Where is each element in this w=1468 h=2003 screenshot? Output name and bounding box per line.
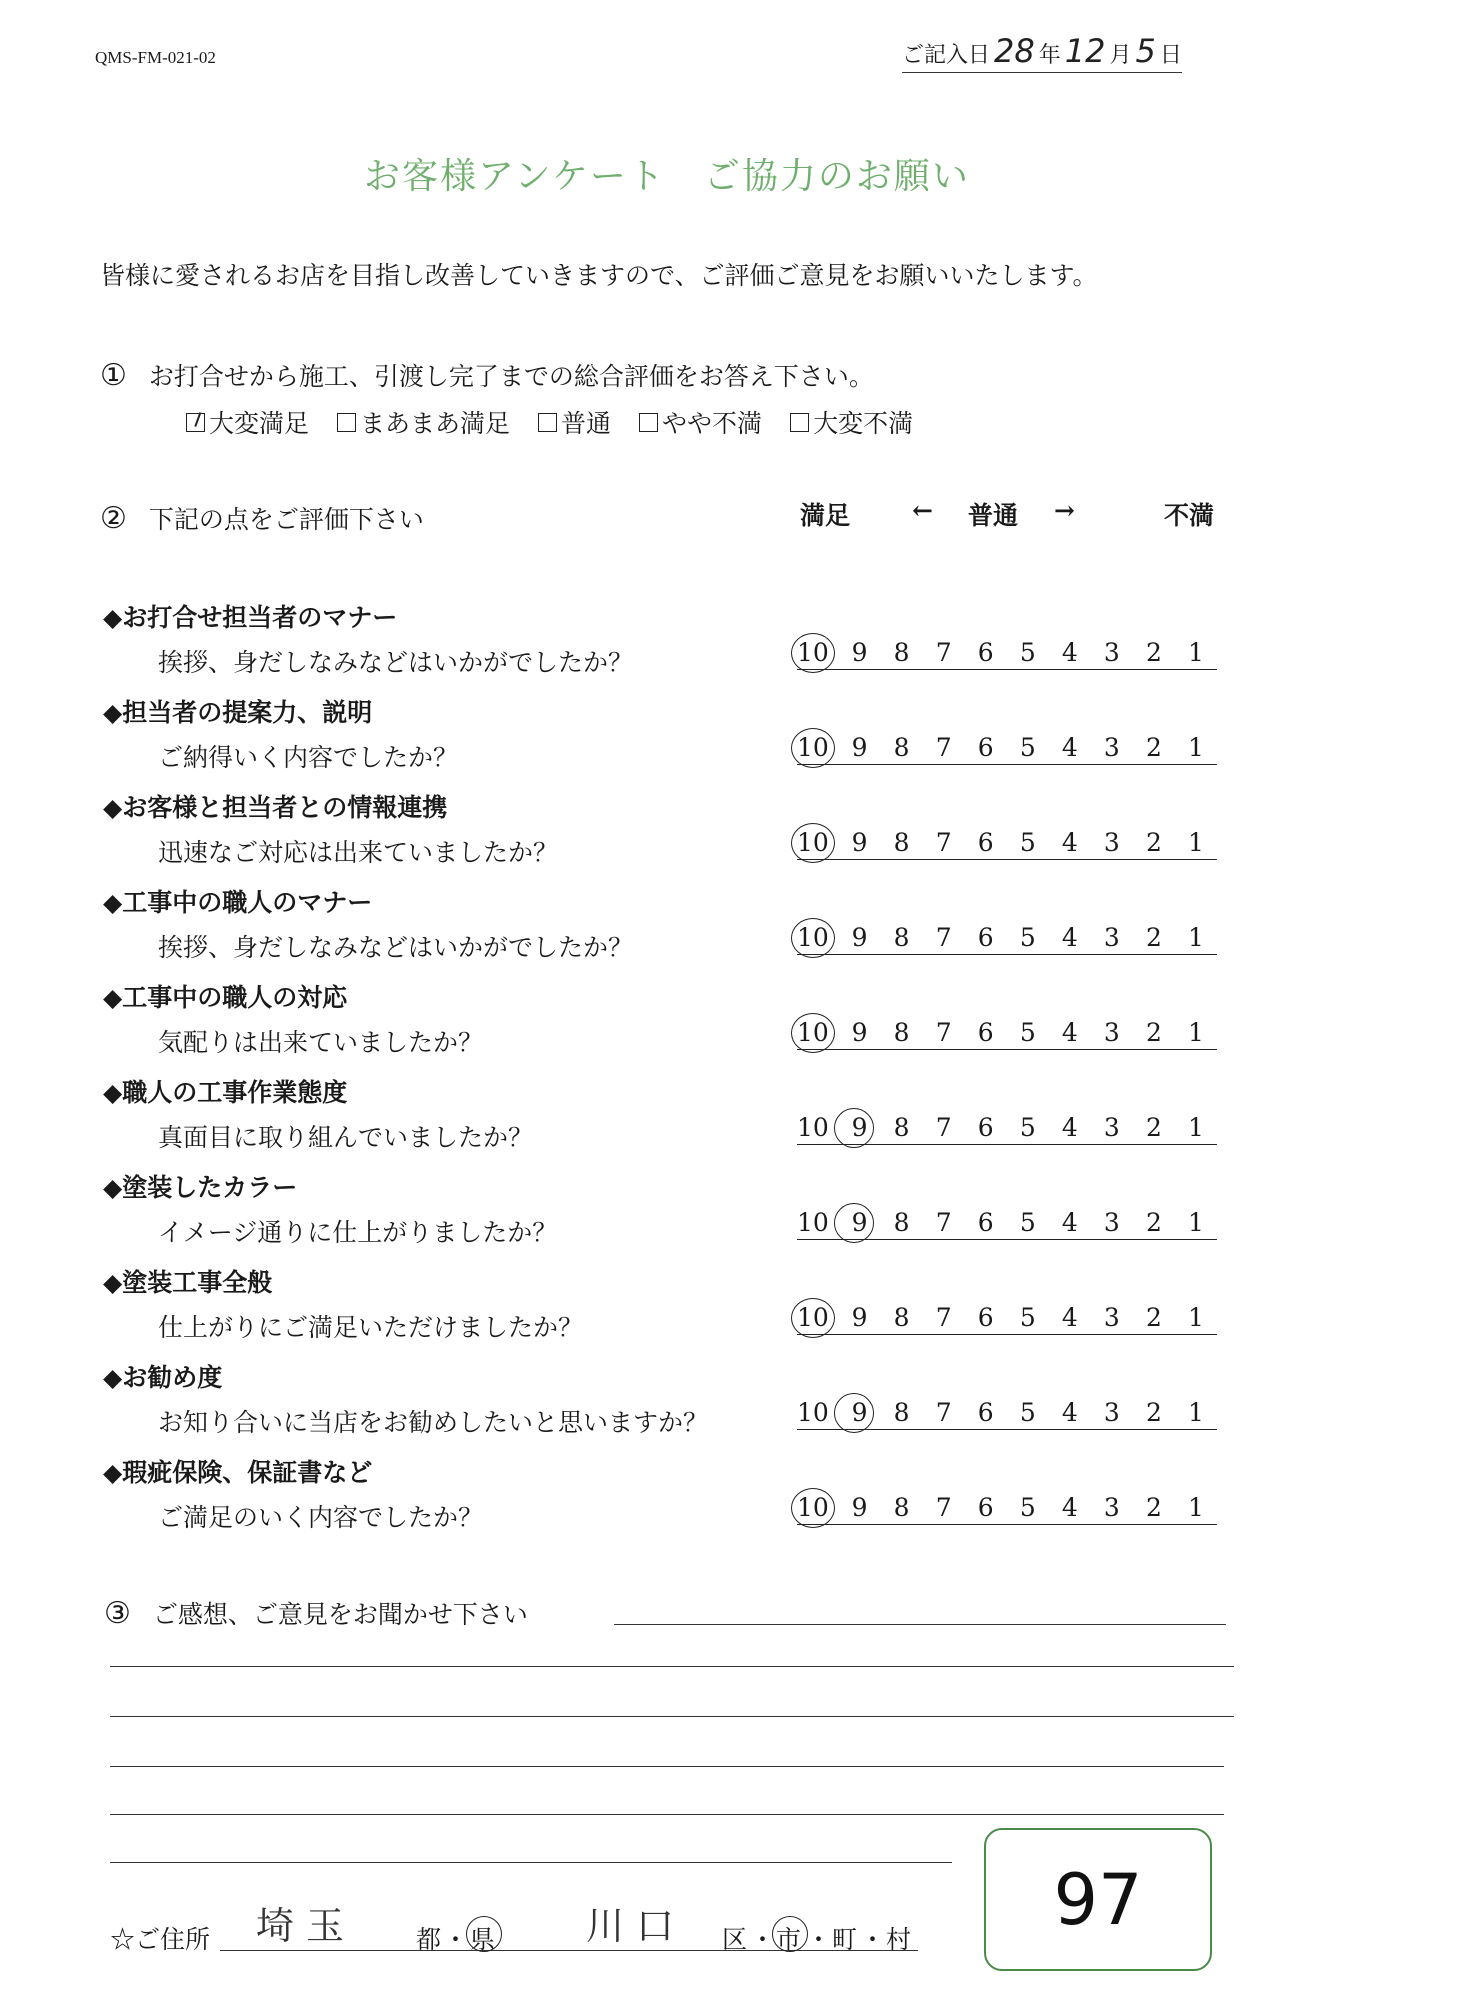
rating-option-7[interactable]: 7 [935,923,952,952]
checkbox[interactable] [337,413,356,432]
item-question: ご納得いく内容でしたか？ [158,743,459,772]
comment-line[interactable] [614,1624,1226,1625]
scale-header-arrow-right: → [1054,496,1075,525]
rating-option-8[interactable]: 8 [893,733,910,762]
rating-option-8[interactable]: 8 [893,1493,910,1522]
question-1 [100,357,874,393]
question-3 [104,1595,528,1631]
question-2-text: 下記の点をご評価下さい [148,505,424,534]
rating-scale [797,828,1217,860]
rating-option-3[interactable]: 3 [1103,1398,1120,1427]
item-question: 仕上がりにご満足いただけましたか？ [158,1313,584,1342]
rating-option-5[interactable]: 5 [1019,1208,1036,1237]
rating-option-4[interactable]: 4 [1061,1303,1078,1332]
rating-option-1[interactable]: 1 [1188,1398,1204,1427]
rating-option-7[interactable]: 7 [935,1018,952,1047]
rating-option-8[interactable]: 8 [893,1113,910,1142]
option-label: 大変不満 [813,409,914,438]
rating-option-6[interactable]: 6 [977,923,994,952]
rating-option-9[interactable]: 9 [851,733,868,762]
pref-unit-sep: ・ [443,1925,469,1954]
option-somewhat-dissatisfied[interactable] [639,404,762,440]
option-very-dissatisfied[interactable] [790,404,913,440]
rating-scale [797,1493,1217,1525]
rating-option-6[interactable]: 6 [977,733,994,762]
rating-option-9[interactable]: 9 [839,1113,881,1142]
rating-option-3[interactable]: 3 [1103,828,1120,857]
rating-option-9[interactable]: 9 [851,1018,868,1047]
rating-option-7[interactable]: 7 [935,1398,952,1427]
rating-option-10[interactable]: 10 [797,923,839,952]
address-city: 川口 [586,1904,687,1948]
rating-option-6[interactable]: 6 [977,1303,994,1332]
rating-option-6[interactable]: 6 [977,828,994,857]
date-month-unit: 月 [1109,43,1132,68]
rating-option-1[interactable]: 1 [1188,733,1204,762]
rating-option-10[interactable]: 10 [797,638,839,667]
rating-option-10[interactable]: 10 [797,1398,829,1427]
date-year-unit: 年 [1038,43,1061,68]
question-3-text: ご感想、ご意見をお聞かせ下さい [152,1600,528,1629]
rating-option-2[interactable]: 2 [1145,1113,1162,1142]
item-question: イメージ通りに仕上がりましたか？ [158,1218,558,1247]
rating-option-10[interactable]: 10 [797,1493,839,1522]
rating-option-3[interactable]: 3 [1103,1493,1120,1522]
rating-option-5[interactable]: 5 [1019,1398,1036,1427]
rating-option-4[interactable]: 4 [1061,828,1078,857]
comment-line[interactable] [110,1666,1234,1667]
checkbox[interactable] [639,413,658,432]
city-unit-sep: ・ [806,1925,832,1954]
question-1-options [186,404,913,440]
question-2 [100,500,424,536]
date-label: ご記入日 [902,43,991,68]
rating-option-4[interactable]: 4 [1061,923,1078,952]
rating-option-2[interactable]: 2 [1145,828,1162,857]
city-unit-shi: 市 [776,1925,802,1954]
item-heading: ◆瑕疵保険、保証書など [103,1458,373,1487]
rating-option-3[interactable]: 3 [1103,638,1120,667]
rating-option-10[interactable]: 10 [797,828,839,857]
fill-date [902,32,1182,73]
rating-option-10[interactable]: 10 [797,1303,839,1332]
rating-scale [797,733,1217,765]
rating-option-1[interactable]: 1 [1188,828,1204,857]
rating-option-7[interactable]: 7 [935,1208,952,1237]
item-heading: ◆工事中の職人の対応 [103,983,348,1012]
rating-scale [797,1303,1217,1335]
rating-option-3[interactable]: 3 [1103,1018,1120,1047]
item-heading: ◆工事中の職人のマナー [103,888,373,917]
rating-option-6[interactable]: 6 [977,638,994,667]
rating-option-8[interactable]: 8 [893,1018,910,1047]
scale-header-satisfied: 満足 [800,501,851,530]
rating-option-5[interactable]: 5 [1019,1018,1036,1047]
rating-option-4[interactable]: 4 [1061,1018,1078,1047]
rating-option-1[interactable]: 1 [1188,638,1204,667]
city-unit-ku: 区 [722,1925,748,1954]
comment-line[interactable] [110,1814,1224,1815]
comment-line[interactable] [110,1766,1224,1767]
rating-option-2[interactable]: 2 [1145,1208,1162,1237]
rating-option-7[interactable]: 7 [935,638,952,667]
rating-scale [797,1398,1217,1430]
option-somewhat-satisfied[interactable] [337,404,510,440]
rating-option-3[interactable]: 3 [1103,1113,1120,1142]
rating-option-9[interactable]: 9 [839,1398,881,1427]
option-label: やや不満 [662,409,763,438]
rating-option-10[interactable]: 10 [797,1018,839,1047]
address-prefecture: 埼玉 [256,1904,357,1948]
pref-unit-circle [466,1916,502,1952]
option-label: 普通 [561,409,612,438]
city-unit-sep: ・ [860,1925,886,1954]
rating-option-5[interactable]: 5 [1019,828,1036,857]
rating-option-1[interactable]: 1 [1188,1208,1204,1237]
rating-option-8[interactable]: 8 [893,638,910,667]
date-year: 28 [994,32,1035,70]
scale-header-neutral: 普通 [968,501,1019,530]
rating-option-6[interactable]: 6 [977,1113,994,1142]
rating-option-8[interactable]: 8 [893,1303,910,1332]
rating-option-5[interactable]: 5 [1019,1303,1036,1332]
item-heading: ◆塗装したカラー [103,1173,298,1202]
rating-option-8[interactable]: 8 [893,1398,910,1427]
checkbox[interactable] [538,413,557,432]
checkbox[interactable] [790,413,809,432]
option-label: まあまあ満足 [360,409,511,438]
rating-option-2[interactable]: 2 [1145,923,1162,952]
comment-line[interactable] [110,1716,1234,1717]
item-heading: ◆塗装工事全般 [103,1268,273,1297]
rating-option-4[interactable]: 4 [1061,1398,1078,1427]
address-label: ☆ご住所 [110,1925,211,1954]
rating-option-4[interactable]: 4 [1061,733,1078,762]
rating-option-7[interactable]: 7 [935,1113,952,1142]
rating-scale [797,923,1217,955]
rating-option-4[interactable]: 4 [1061,1208,1078,1237]
rating-option-2[interactable]: 2 [1145,1493,1162,1522]
rating-option-2[interactable]: 2 [1145,638,1162,667]
rating-option-3[interactable]: 3 [1103,1208,1120,1237]
rating-option-1[interactable]: 1 [1188,1303,1204,1332]
scale-header-dissatisfied: 不満 [1164,501,1215,530]
city-unit-machi: 町 [832,1925,858,1954]
question-2-number: ② [100,501,127,536]
item-question: 迅速なご対応は出来ていましたか？ [158,838,559,867]
rating-option-4[interactable]: 4 [1061,638,1078,667]
question-1-number: ① [100,358,127,393]
rating-option-2[interactable]: 2 [1145,733,1162,762]
rating-option-8[interactable]: 8 [893,828,910,857]
rating-scale [797,1208,1217,1240]
city-unit-mura: 村 [886,1925,912,1954]
rating-option-8[interactable]: 8 [893,1208,910,1237]
rating-option-3[interactable]: 3 [1103,1303,1120,1332]
item-question: 気配りは出来ていましたか？ [158,1028,484,1057]
item-question: 真面目に取り組んでいましたか？ [158,1123,534,1152]
date-day: 5 [1135,32,1156,70]
item-heading: ◆お勧め度 [103,1363,223,1392]
rating-scale [797,638,1217,670]
rating-option-1[interactable]: 1 [1188,1018,1204,1047]
rating-option-5[interactable]: 5 [1019,923,1036,952]
pref-unit-to: 都 [416,1925,442,1954]
item-heading: ◆お打合せ担当者のマナー [103,603,398,632]
rating-option-3[interactable]: 3 [1103,923,1120,952]
rating-option-4[interactable]: 4 [1061,1113,1078,1142]
rating-option-2[interactable]: 2 [1145,1303,1162,1332]
rating-option-6[interactable]: 6 [977,1018,994,1047]
scale-header-arrow-left: ← [912,496,933,525]
rating-option-8[interactable]: 8 [893,923,910,952]
rating-option-9[interactable]: 9 [851,828,868,857]
rating-option-6[interactable]: 6 [977,1398,994,1427]
item-question: 挨拶、身だしなみなどはいかがでしたか？ [158,933,634,962]
item-heading: ◆お客様と担当者との情報連携 [103,793,448,822]
item-question: 挨拶、身だしなみなどはいかがでしたか？ [158,648,634,677]
form-number: QMS-FM-021-02 [95,48,216,67]
pref-unit-ken: 県 [470,1925,496,1954]
rating-option-1[interactable]: 1 [1188,923,1204,952]
item-heading: ◆担当者の提案力、説明 [103,698,373,727]
page-title: お客様アンケート ご協力のお願い [364,156,970,197]
option-neutral[interactable] [538,404,611,440]
option-very-satisfied[interactable] [186,404,309,440]
intro-text: 皆様に愛されるお店を目指し改善していきますので、ご評価ご意見をお願いいたします。 [100,261,1098,290]
rating-option-6[interactable]: 6 [977,1493,994,1522]
question-3-number: ③ [104,1596,131,1631]
item-question: ご満足のいく内容でしたか？ [158,1503,484,1532]
question-1-text: お打合せから施工、引渡し完了までの総合評価をお答え下さい。 [148,362,874,391]
rating-option-7[interactable]: 7 [935,733,952,762]
rating-option-6[interactable]: 6 [977,1208,994,1237]
rating-option-4[interactable]: 4 [1061,1493,1078,1522]
rating-option-9[interactable]: 9 [851,1303,868,1332]
city-unit-circle [772,1916,808,1952]
rating-option-9[interactable]: 9 [851,923,868,952]
item-heading: ◆職人の工事作業態度 [103,1078,348,1107]
rating-option-1[interactable]: 1 [1188,1113,1204,1142]
rating-option-9[interactable]: 9 [851,638,868,667]
rating-option-5[interactable]: 5 [1019,1493,1036,1522]
date-month: 12 [1064,32,1106,70]
comment-line[interactable] [110,1862,952,1863]
rating-option-10[interactable]: 10 [797,1208,829,1237]
rating-option-5[interactable]: 5 [1019,733,1036,762]
rating-option-10[interactable]: 10 [797,1113,829,1142]
rating-option-10[interactable]: 10 [797,733,839,762]
rating-option-7[interactable]: 7 [935,1493,952,1522]
checkbox[interactable] [186,413,205,432]
rating-option-5[interactable]: 5 [1019,638,1036,667]
rating-option-1[interactable]: 1 [1188,1493,1204,1522]
rating-option-3[interactable]: 3 [1103,733,1120,762]
date-day-unit: 日 [1159,43,1182,68]
rating-option-9[interactable]: 9 [839,1208,881,1237]
score-box: 97 [984,1828,1212,1971]
city-unit-sep: ・ [750,1925,776,1954]
rating-scale [797,1018,1217,1050]
rating-option-2[interactable]: 2 [1145,1018,1162,1047]
option-label: 大変満足 [209,409,310,438]
rating-option-7[interactable]: 7 [935,1303,952,1332]
rating-option-7[interactable]: 7 [935,828,952,857]
item-question: お知り合いに当店をお勧めしたいと思いますか？ [158,1408,709,1437]
rating-option-2[interactable]: 2 [1145,1398,1162,1427]
rating-option-9[interactable]: 9 [851,1493,868,1522]
rating-option-5[interactable]: 5 [1019,1113,1036,1142]
rating-scale [797,1113,1217,1145]
